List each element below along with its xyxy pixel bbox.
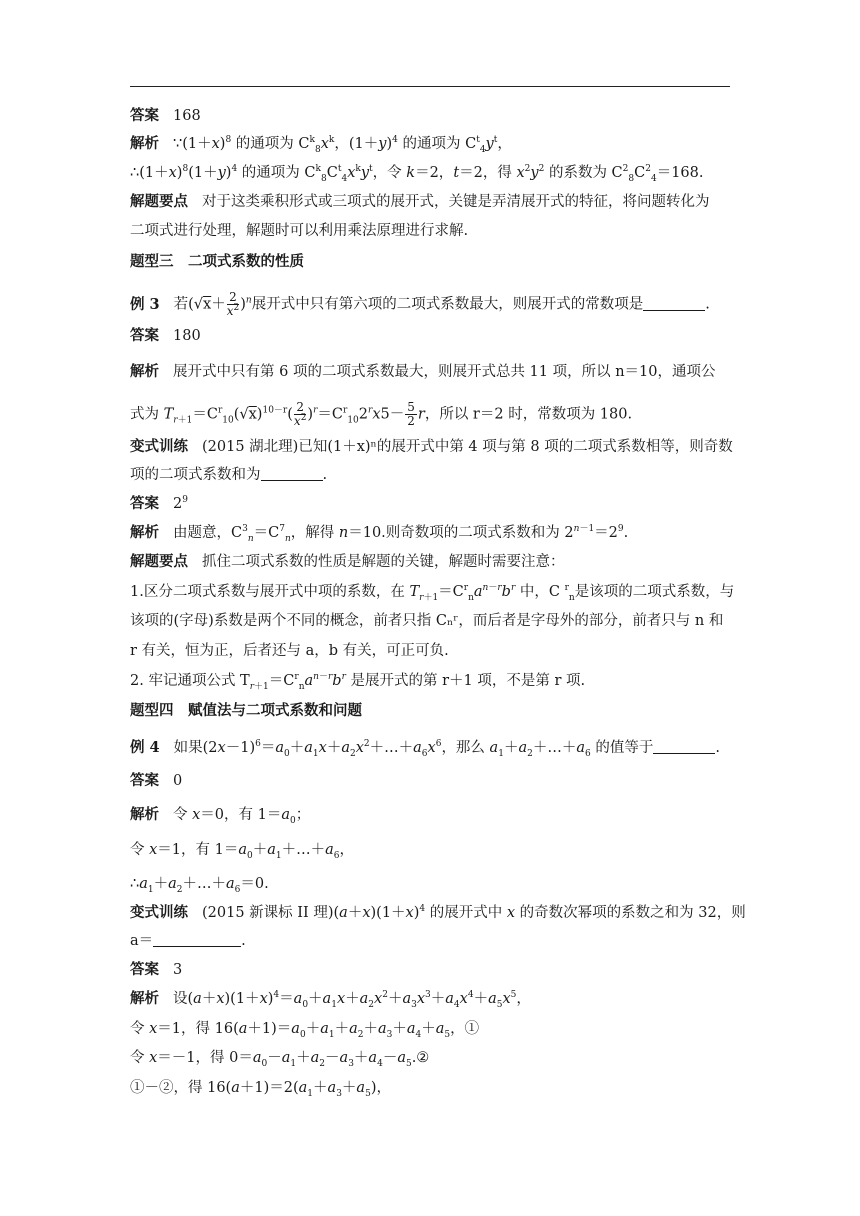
answer-line-v3: 答案 $2^9$ [130,495,188,512]
answer-blank [153,946,241,947]
analysis-line-4c: $\therefore a_1+a_2+\dots+a_6=0$. [130,876,269,895]
answer-line-1: 答案 168 [130,107,201,124]
point-2-line: 2. 牢记通项公式 $T_{r+1}=C^r_na^{n-r}b^r$ 是展开式的第 r＋1 项，不是第 r 项. [130,672,586,692]
header-rule [130,86,730,87]
answer-line-v4: 答案 3 [130,961,183,978]
answer-blank [261,480,323,481]
key-points-line-2: 二项式进行处理，解题时可以利用乘法原理进行求解. [130,223,469,239]
answer-line-3: 答案 180 [130,327,201,344]
analysis-line-v4b: 令 x＝1，得 $16(a+1)=a_0+a_1+a_2+a_3+a_4+a_5$，① [130,1021,480,1040]
answer-blank [643,310,705,311]
analysis-line-3b: 式为 $T_{r+1}=C^r_{10}(√x)^{10-r}$( $\frac{2}{x^2}$ )$^r=C^r_{10}2^rx5-$ $\frac{5}{2}$ r，所以 r＝2 时，常数项为 180. [130,400,633,428]
analysis-line-2: $\therefore(1+x)^8(1+y)^4$ 的通项为 $C^k_8C^t_4x^ky^t$，令 k＝2，t＝2，得 $x^2y^2$ 的系数为 $C^2_8C^2_4=168$. [130,164,704,184]
analysis-line-4a: 解析 令 x＝0，有 $1=a_0$； [130,806,311,826]
key-points-line-1: 解题要点 对于这类乘积形式或三项式的展开式，关键是弄清展开式的特征，将问题转化为 [130,193,710,210]
analysis-line-v3: 解析 由题意，$C^3_n=C^7_n$，解得 n＝10.则奇数项的二项式系数和为 $2^{n-1}=2^9$. [130,524,629,544]
example-3-stem: 例 3 若(√x＋ $\frac{2}{x^2}$ )$^n$展开式中只有第六项的二项式系数最大，则展开式的常数项是 . [130,290,710,318]
section-title-4: 题型四 赋值法与二项式系数和问题 [130,702,362,719]
analysis-line-v4c: 令 x＝－1，得 $0=a_0-a_1+a_2-a_3+a_4-a_5.②$ [130,1050,430,1069]
point-1-line-b: 该项的(字母)系数是两个不同的概念，前者只指 Cₙʳ，而后者是字母外的部分，前者只与 n 和 [130,613,724,629]
variant-4-line-1: 变式训练 (2015 新课标 II 理)$(a+x)(1+x)^4$ 的展开式中 x 的奇数次幂项的系数之和为 32，则 [130,904,746,921]
analysis-line-4b: 令 x＝1，有 $1=a_0+a_1+\dots+a_6$， [130,842,355,861]
key-points-line-v3: 解题要点 抓住二项式系数的性质是解题的关键，解题时需要注意： [130,553,565,570]
point-1-line-a: 1.区分二项式系数与展开式中项的系数，在 $T_{r+1}=C^r_na^{n-r}b^r$ 中，C $^r_n$是该项的二项式系数，与 [130,583,735,603]
answer-line-4: 答案 0 [130,772,183,789]
example-4-stem: 例 4 如果$(2x-1)^6=a_0+a_1x+a_2x^2+\dots+a_6x^6$，那么 $a_1+a_2+\dots+a_6$ 的值等于 . [130,739,720,759]
section-title-3: 题型三 二项式系数的性质 [130,253,304,270]
point-1-line-c: r 有关，恒为正，后者还与 a，b 有关，可正可负. [130,643,449,659]
variant-3-line-1: 变式训练 (2015 湖北理)已知(1＋x)ⁿ的展开式中第 4 项与第 8 项的二项式系数相等，则奇数 [130,438,733,455]
analysis-line-1: 解析 $\because(1+x)^8$ 的通项为 $C^k_8x^k$，$(1+y)^4$ 的通项为 $C^t_4y^t$， [130,135,512,155]
analysis-line-v4d: ①－②，得 $16(a+1)=2(a_1+a_3+a_5)$， [130,1080,391,1099]
analysis-line-3a: 解析 展开式中只有第 6 项的二项式系数最大，则展开式总共 11 项，所以 n＝10，通项公 [130,363,716,380]
variant-3-line-2: 项的二项式系数和为 . [130,467,328,483]
variant-4-line-2: a＝ . [130,933,246,949]
answer-blank [653,753,715,754]
analysis-line-v4a: 解析 设$(a+x)(1+x)^4=a_0+a_1x+a_2x^2+a_3x^3+a_4x^4+a_5x^5$， [130,990,531,1010]
